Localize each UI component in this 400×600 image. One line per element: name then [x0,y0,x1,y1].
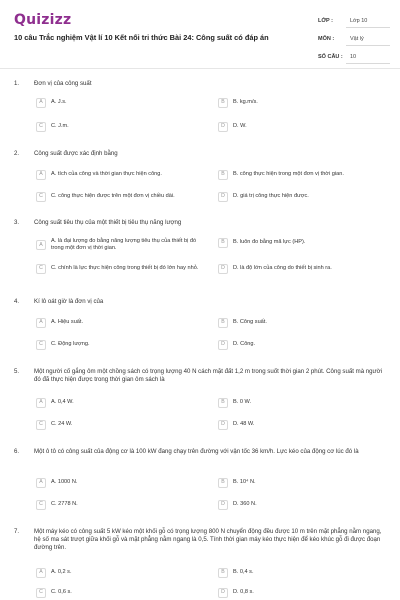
option-letter: D [218,192,228,202]
question-4 [14,298,390,306]
option-d[interactable] [218,192,390,202]
option-text: C. 0,6 s. [51,589,72,596]
option-text: A. J.s. [51,99,67,106]
question-text: Công suất được xác định bằng [34,150,118,157]
option-letter: B [218,238,228,248]
option-letter: A [36,240,46,250]
option-text: D. giá trị công thực hiện được. [233,193,309,200]
option-text: C. J.m. [51,123,69,130]
option-c[interactable] [36,264,208,274]
option-c[interactable] [36,192,208,202]
option-text: B. 0 W. [233,399,252,406]
option-text: D. W. [233,123,247,130]
meta-subject-row [318,32,390,46]
option-letter: C [36,340,46,350]
option-text: A. tích của công và thời gian thực hiện công. [51,171,162,178]
option-letter: C [36,264,46,274]
option-letter: B [218,98,228,108]
option-text: C. công thực hiện được trên một đơn vị chiều dài. [51,193,175,200]
option-b[interactable] [218,238,390,248]
option-letter: D [218,420,228,430]
meta-label: MÔN : [318,36,335,42]
option-letter: C [36,500,46,510]
option-d[interactable] [218,420,390,430]
question-text: Đơn vị của công suất [34,80,92,87]
option-letter: A [36,318,46,328]
option-text: C. 2778 N. [51,501,78,508]
option-text: D. 0,8 s. [233,589,254,596]
option-letter: C [36,420,46,430]
page-header [0,0,400,64]
quizizz-logo: Quizizz [14,12,72,28]
option-d[interactable] [218,340,390,350]
question-number: 5. [14,368,20,375]
option-text: A. 0,4 W. [51,399,74,406]
option-b[interactable] [218,170,390,180]
option-a[interactable] [36,170,208,180]
meta-box [318,14,390,68]
option-b[interactable] [218,318,390,328]
option-letter: A [36,398,46,408]
option-d[interactable] [218,588,390,598]
question-text: Một máy kéo có công suất 5 kW kéo một khối gỗ có trọng lượng 800 N chuyển động đều được 10 m trên mặt phẳng nằm ngang, hệ số ma sát trượt giữa khối gỗ và mặt phẳng nằm ngang là 0,5. Tính thời gian máy kéo thực hiện để kéo khúc gỗ đi được đoạn đường trên. [34,528,382,552]
worksheet-title: 10 câu Trắc nghiệm Vật lí 10 Kết nối tri thức Bài 24: Công suất có đáp án [14,33,269,42]
option-text: D. là độ lớn của công do thiết bị sinh ra. [233,265,332,272]
question-text: Một ô tô có công suất của động cơ là 100 kW đang chạy trên đường với vận tốc 36 km/h. Lực kéo của động cơ lúc đó là [34,448,359,455]
option-a[interactable] [36,478,208,488]
option-c[interactable] [36,122,208,132]
header-divider [0,68,400,69]
option-d[interactable] [218,122,390,132]
question-1 [14,80,390,88]
option-c[interactable] [36,340,208,350]
question-number: 7. [14,528,20,535]
option-letter: B [218,398,228,408]
option-text: A. 1000 N. [51,479,78,486]
option-c[interactable] [36,500,208,510]
option-text: A. là đại lượng đo bằng năng lượng tiêu thụ của thiết bị đó trong một đơn vị thời gian. [51,238,197,252]
option-text: B. luôn đo bằng mã lực (HP). [233,239,306,246]
question-3 [14,219,390,227]
option-text: B. công thực hiện trong một đơn vị thời gian. [233,171,344,178]
option-text: C. 24 W. [51,421,73,428]
question-number: 6. [14,448,20,455]
option-d[interactable] [218,264,390,274]
meta-value: 10 [346,51,390,64]
option-letter: D [218,122,228,132]
meta-class-row [318,14,390,28]
option-text: A. Hiệu suất. [51,319,84,326]
meta-label: LỚP : [318,18,333,24]
question-text: Một người cố gắng ôm một chồng sách có trọng lượng 40 N cách mặt đất 1,2 m trong suốt thời gian 2 phút. Công suất mà người đó đã thực hiện được trong thời gian ôm sách là [34,368,382,384]
question-text: Công suất tiêu thụ của một thiết bị tiêu thụ năng lượng [34,219,182,226]
meta-label: SỐ CÂU : [318,54,343,60]
option-b[interactable] [218,478,390,488]
option-text: D. 48 W. [233,421,255,428]
option-letter: B [218,478,228,488]
option-letter: D [218,500,228,510]
option-letter: D [218,588,228,598]
meta-count-row [318,50,390,64]
question-number: 3. [14,219,20,226]
option-text: B. 10⁴ N. [233,479,256,486]
option-text: D. 360 N. [233,501,257,508]
question-number: 1. [14,80,20,87]
option-a[interactable] [36,98,208,108]
option-letter: C [36,122,46,132]
option-a[interactable] [36,398,208,408]
option-a[interactable] [36,318,208,328]
option-text: D. Công. [233,341,256,348]
option-letter: A [36,478,46,488]
option-b[interactable] [218,98,390,108]
option-letter: B [218,318,228,328]
option-c[interactable] [36,588,208,598]
question-number: 2. [14,150,20,157]
option-text: A. 0,2 s. [51,569,72,576]
question-text: Kí lô oát giờ là đơn vị của [34,298,104,305]
option-text: B. kg.m/s. [233,99,258,106]
option-letter: A [36,98,46,108]
option-text: B. Công suất. [233,319,267,326]
option-a[interactable] [36,238,208,253]
option-text: B. 0,4 s. [233,569,254,576]
option-b[interactable] [218,398,390,408]
option-c[interactable] [36,420,208,430]
question-6 [14,448,390,456]
option-letter: C [36,192,46,202]
meta-value: Lớp 10 [346,15,390,28]
option-b[interactable] [218,568,390,578]
question-2 [14,150,390,158]
option-text: C. Động lượng. [51,341,90,348]
option-text: C. chính là lực thực hiện công trong thiết bị đó lớn hay nhỏ. [51,265,199,272]
option-letter: B [218,170,228,180]
option-a[interactable] [36,568,208,578]
option-letter: A [36,568,46,578]
option-letter: D [218,264,228,274]
option-d[interactable] [218,500,390,510]
question-5 [14,368,390,384]
option-letter: A [36,170,46,180]
question-number: 4. [14,298,20,305]
meta-value: Vật lý [346,33,390,46]
question-7 [14,528,390,553]
option-letter: B [218,568,228,578]
option-letter: C [36,588,46,598]
option-letter: D [218,340,228,350]
